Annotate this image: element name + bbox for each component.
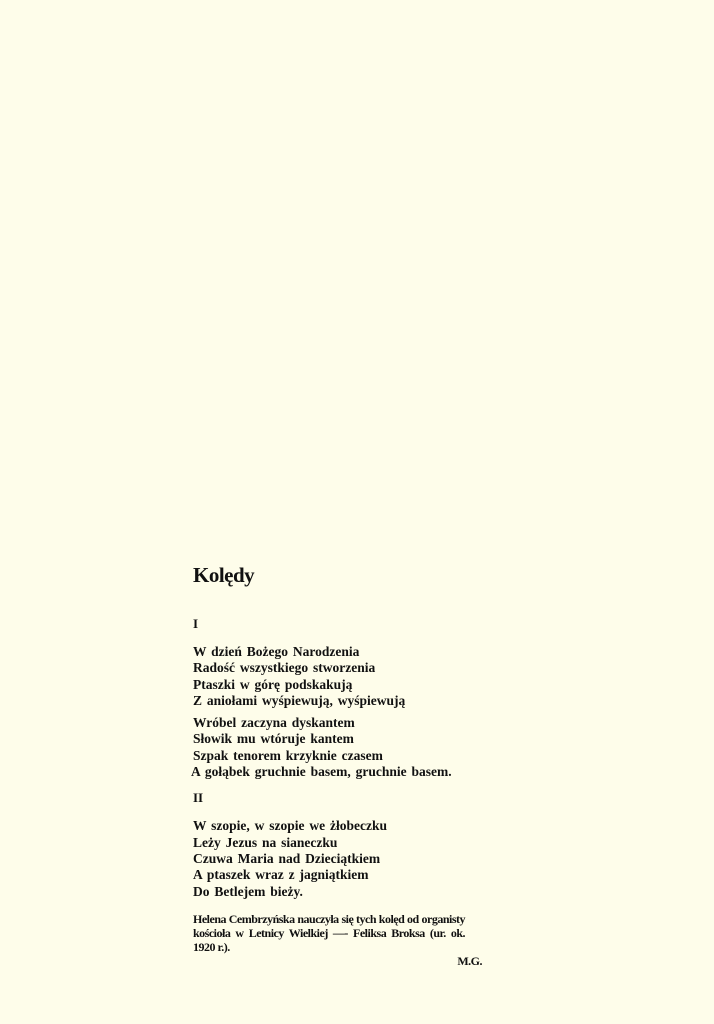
verse-line: Do Betlejem bieży.	[193, 883, 303, 899]
stanza	[193, 818, 493, 899]
verse-line: Radość wszystkiego stworzenia	[193, 660, 376, 676]
verse-line: Słowik mu wtóruje kantem	[193, 731, 354, 747]
author-signature: M.G.	[457, 953, 482, 968]
verse-line: Z aniołami wyśpiewują, wyśpiewują	[193, 692, 406, 708]
source-note: Helena Cembrzyńska nauczyła się tych kolęd od organisty kościoła w Letnicy Wielkiej —- Feliksa Broksa (ur. ok. 1920 r.).	[193, 911, 465, 954]
verse-line: Leży Jezus na sianeczku	[193, 834, 338, 850]
stanza	[193, 715, 493, 780]
verse-line: Czuwa Maria nad Dzieciątkiem	[193, 850, 381, 866]
verse-line: Ptaszki w górę podskakują	[193, 676, 353, 692]
verse-line: W szopie, w szopie we żłobeczku	[193, 818, 387, 834]
section-number-1: I	[193, 616, 199, 631]
document-body	[193, 560, 493, 968]
verse-line: A gołąbek gruchnie basem, gruchnie basem.	[191, 764, 452, 780]
section-number-2: II	[193, 790, 204, 806]
verse-line: Wróbel zaczyna dyskantem	[193, 715, 355, 731]
verse-line: W dzień Bożego Narodzenia	[193, 644, 360, 659]
verse-line: Szpak tenorem krzyknie czasem	[193, 747, 383, 763]
page-title: Kolędy	[193, 563, 255, 587]
stanza	[193, 644, 493, 709]
verse-line: A ptaszek wraz z jagniątkiem	[193, 867, 369, 883]
